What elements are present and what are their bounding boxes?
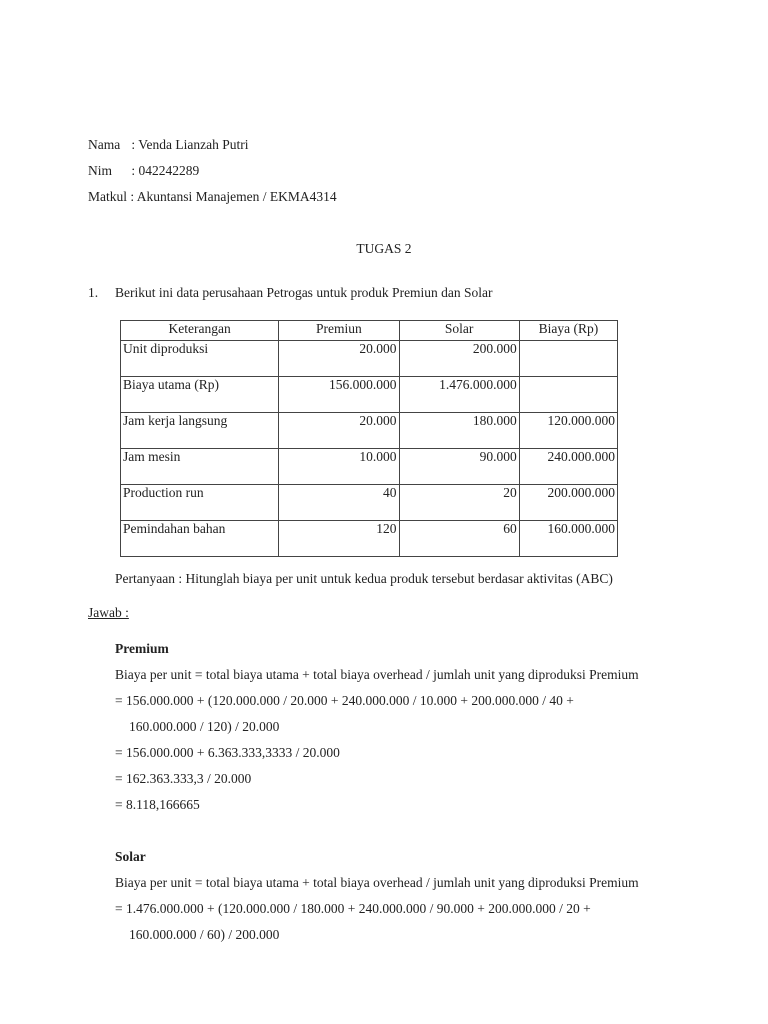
table-cell: Production run	[121, 485, 279, 521]
matkul-value: : Akuntansi Manajemen / EKMA4314	[130, 189, 337, 204]
table-cell: 40	[279, 485, 399, 521]
nama-value: : Venda Lianzah Putri	[131, 137, 249, 152]
nama-label: Nama	[88, 137, 121, 152]
table-row	[121, 377, 618, 413]
table-cell: Biaya utama (Rp)	[121, 377, 279, 413]
table-cell: Jam mesin	[121, 449, 279, 485]
table-cell: Jam kerja langsung	[121, 413, 279, 449]
table-row	[121, 341, 618, 377]
table-cell: 156.000.000	[279, 377, 399, 413]
nama-line	[88, 137, 248, 153]
table-cell: 180.000	[399, 413, 519, 449]
solar-line: = 1.476.000.000 + (120.000.000 / 180.000 + 240.000.000 / 90.000 + 200.000.000 / 20 +	[115, 901, 591, 916]
page-title: TUGAS 2	[356, 241, 412, 256]
table-cell: 240.000.000	[519, 449, 617, 485]
premium-line: = 8.118,166665	[115, 797, 200, 812]
table-header: Keterangan	[121, 321, 279, 341]
premium-line: = 156.000.000 + 6.363.333,3333 / 20.000	[115, 745, 340, 760]
table-cell: 160.000.000	[519, 521, 617, 557]
table-cell: 10.000	[279, 449, 399, 485]
premium-line: = 162.363.333,3 / 20.000	[115, 771, 252, 786]
solar-heading: Solar	[115, 849, 146, 864]
table-cell: 120.000.000	[519, 413, 617, 449]
table-row	[121, 521, 618, 557]
table-header: Premiun	[279, 321, 399, 341]
pertanyaan-text: Pertanyaan : Hitunglah biaya per unit untuk kedua produk tersebut berdasar aktivitas (ABC)	[115, 571, 613, 586]
solar-line: 160.000.000 / 60) / 200.000	[129, 927, 280, 942]
table-cell: 90.000	[399, 449, 519, 485]
table-cell: 20.000	[279, 341, 399, 377]
matkul-line	[88, 189, 337, 205]
table-header: Solar	[399, 321, 519, 341]
premium-line: 160.000.000 / 120) / 20.000	[129, 719, 280, 734]
table-header: Biaya (Rp)	[519, 321, 617, 341]
data-table	[120, 320, 618, 557]
table-cell: Unit diproduksi	[121, 341, 279, 377]
question-number: 1.	[88, 285, 99, 300]
table-cell	[519, 341, 617, 377]
nim-value: : 042242289	[131, 163, 200, 178]
table-cell: 120	[279, 521, 399, 557]
nim-label: Nim	[88, 163, 113, 178]
premium-line: = 156.000.000 + (120.000.000 / 20.000 + 240.000.000 / 10.000 + 200.000.000 / 40 +	[115, 693, 574, 708]
table-cell: 20.000	[279, 413, 399, 449]
question-text: Berikut ini data perusahaan Petrogas untuk produk Premiun dan Solar	[115, 285, 493, 300]
table-cell: 60	[399, 521, 519, 557]
table-cell	[519, 377, 617, 413]
nim-line	[88, 163, 199, 179]
table-cell: 1.476.000.000	[399, 377, 519, 413]
jawab-label: Jawab :	[88, 605, 129, 620]
table-cell: Pemindahan bahan	[121, 521, 279, 557]
table-cell: 200.000.000	[519, 485, 617, 521]
table-row	[121, 413, 618, 449]
table-cell: 20	[399, 485, 519, 521]
premium-heading: Premium	[115, 641, 169, 656]
premium-line: Biaya per unit = total biaya utama + total biaya overhead / jumlah unit yang diproduksi Premium	[115, 667, 639, 682]
solar-line: Biaya per unit = total biaya utama + total biaya overhead / jumlah unit yang diproduksi Premium	[115, 875, 639, 890]
table-cell: 200.000	[399, 341, 519, 377]
table-header-row	[121, 321, 618, 341]
matkul-label: Matkul	[88, 189, 127, 204]
table-row	[121, 485, 618, 521]
table-row	[121, 449, 618, 485]
